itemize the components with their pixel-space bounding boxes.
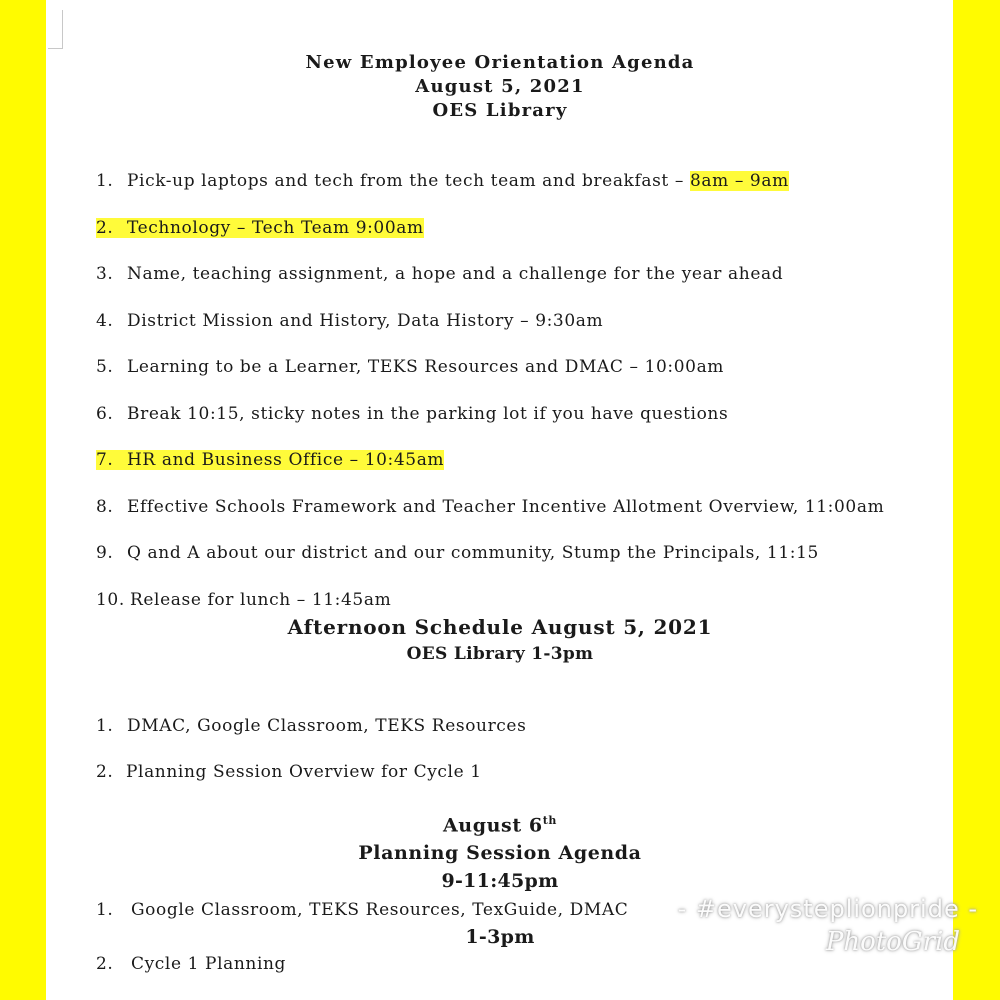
agenda-location: OES Library [432,100,568,121]
agenda-item-number: 7. [96,450,127,470]
list-item [96,900,628,920]
agenda-item-3 [96,264,783,284]
watermark-hashtag: - #everysteplionpride - [677,895,978,923]
agenda-item-number: 6. [96,404,114,424]
agenda-item-number: 2. [96,218,127,238]
planning-date-text: August 6 [442,814,543,837]
list-item-number: 1. [96,716,114,736]
agenda-item-number: 5. [96,357,114,377]
agenda-item-7 [96,450,444,470]
watermark-brand: PhotoGrid [825,927,960,957]
agenda-item-2 [96,218,424,238]
list-item-number: 1. [96,900,114,920]
agenda-item-text: District Mission and History, Data History – 9:30am [127,311,604,331]
list-item-number: 2. [96,762,114,782]
planning-time-1: 9-11:45pm [441,870,559,892]
agenda-item-highlight: 8am – 9am [689,171,789,191]
planning-title: Planning Session Agenda [358,842,642,864]
agenda-item-text: Pick-up laptops and tech from the tech team and breakfast – [127,171,690,191]
agenda-item-8 [96,497,884,517]
list-item [96,762,482,782]
agenda-item-highlight: HR and Business Office – 10:45am [127,450,445,470]
list-item [96,716,526,736]
agenda-item-9 [96,543,819,563]
agenda-item-number: 1. [96,171,114,191]
photogrid-watermark [678,895,978,957]
agenda-item-text: Name, teaching assignment, a hope and a challenge for the year ahead [127,264,784,284]
agenda-item-text: Break 10:15, sticky notes in the parking lot if you have questions [127,404,729,424]
planning-date-suffix: th [542,814,558,827]
planning-time-2: 1-3pm [465,926,535,948]
agenda-item-highlight: Technology – Tech Team 9:00am [127,218,424,238]
afternoon-subtitle: OES Library 1-3pm [406,644,594,664]
agenda-item-text: Learning to be a Learner, TEKS Resources and DMAC – 10:00am [127,357,725,377]
list-item-text: Google Classroom, TEKS Resources, TexGuide, DMAC [131,900,629,920]
agenda-date: August 5, 2021 [415,76,585,97]
afternoon-title: Afternoon Schedule August 5, 2021 [287,615,713,639]
planning-date [0,814,1000,836]
agenda-item-5 [96,357,724,377]
agenda-item-number: 8. [96,497,114,517]
agenda-title: New Employee Orientation Agenda [305,52,695,73]
page-corner-mark [48,10,63,49]
list-item-text: DMAC, Google Classroom, TEKS Resources [127,716,527,736]
agenda-item-number: 10. [96,590,125,610]
agenda-item-text: Release for lunch – 11:45am [130,590,392,610]
agenda-item-text: Q and A about our district and our community, Stump the Principals, 11:15 [127,543,819,563]
list-item-number: 2. [96,954,114,974]
agenda-item-text: Effective Schools Framework and Teacher Incentive Allotment Overview, 11:00am [127,497,885,517]
list-item-text: Planning Session Overview for Cycle 1 [126,762,482,782]
list-item-text: Cycle 1 Planning [131,954,287,974]
agenda-item-1 [96,171,789,191]
list-item [96,954,286,974]
agenda-item-4 [96,311,603,331]
agenda-item-number: 4. [96,311,114,331]
agenda-item-6 [96,404,728,424]
agenda-item-10 [96,590,391,610]
agenda-item-number: 9. [96,543,114,563]
agenda-item-number: 3. [96,264,114,284]
